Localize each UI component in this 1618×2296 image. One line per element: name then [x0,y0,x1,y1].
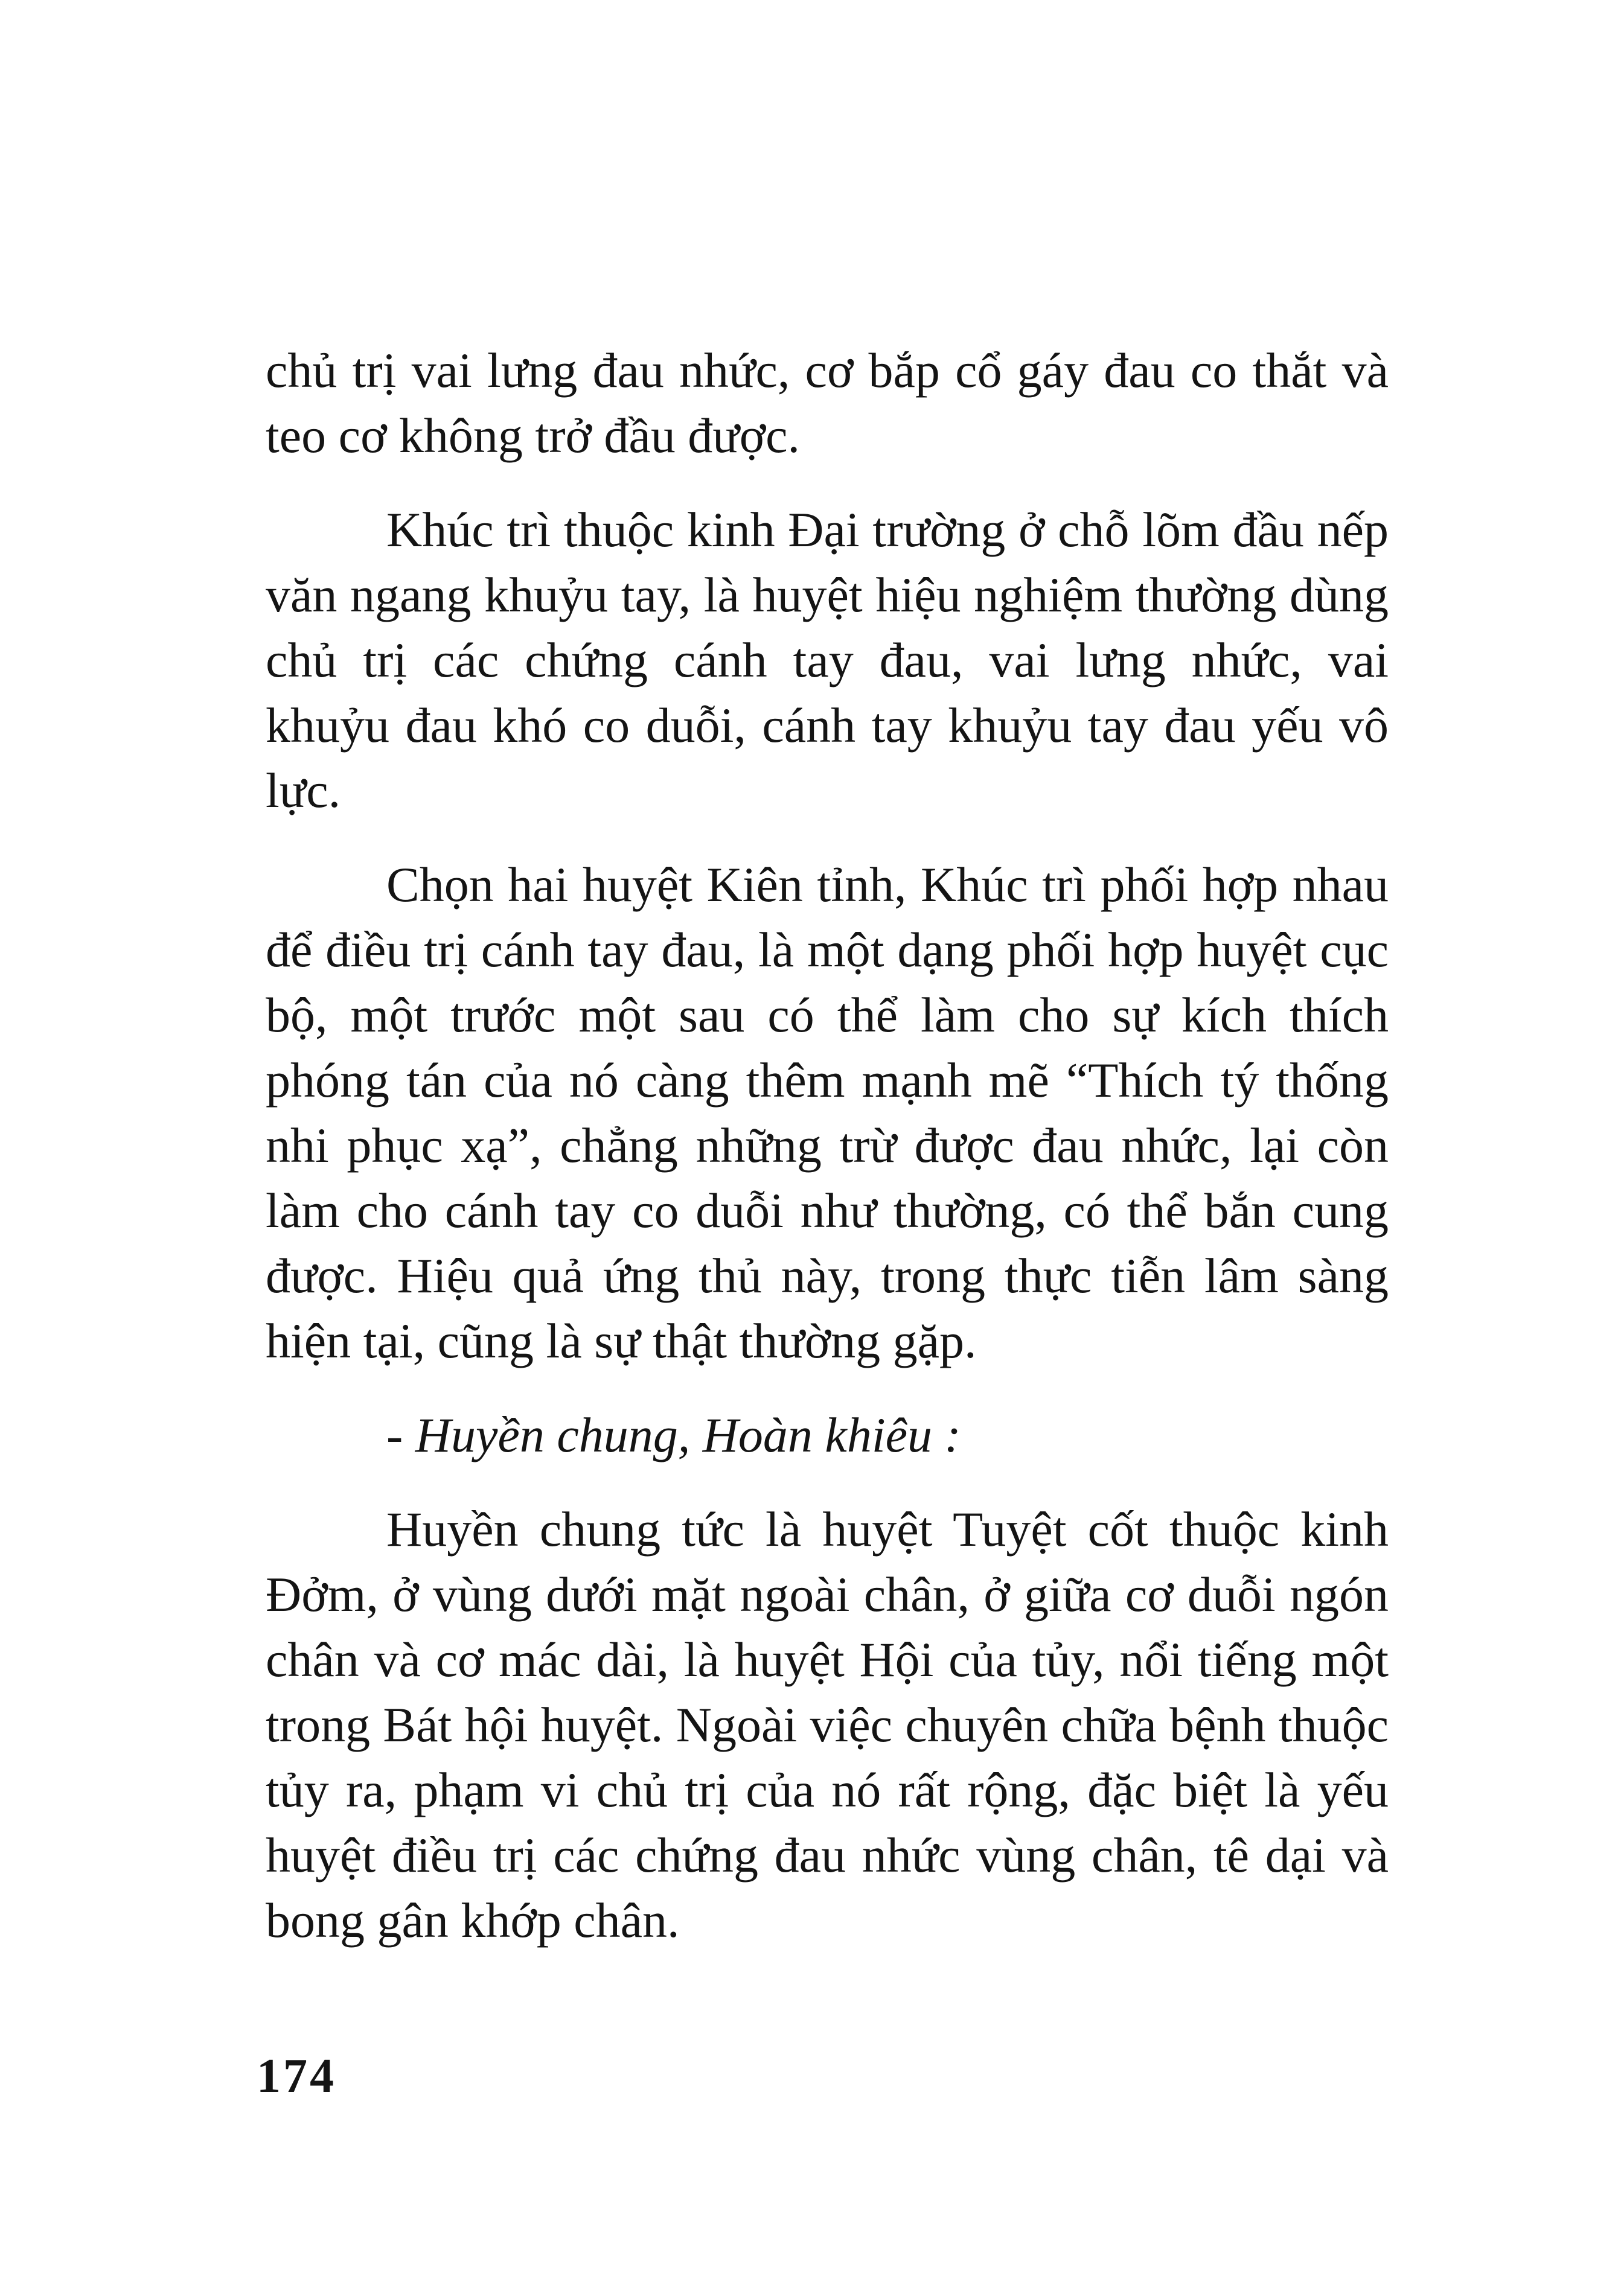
paragraph-continuation: chủ trị vai lưng đau nhức, cơ bắp cổ gáy đau co thắt và teo cơ không trở đầu được. [266,343,1389,463]
paragraph-huyen-chung: Huyền chung tức là huyệt Tuyệt cốt thuộc kinh Đởm, ở vùng dưới mặt ngoài chân, ở giữa cơ duỗi ngón chân và cơ mác dài, là huyệt Hội của tủy, nổi tiếng một trong Bát hội huyệt. Ngoài việc chuyên chữa bệnh thuộc tủy ra, phạm vi chủ trị của nó rất rộng, đặc biệt là yếu huyệt điều trị các chứng đau nhức vùng chân, tê dại và bong gân khớp chân. [266,1502,1389,1948]
paragraph-kien-tinh-khuc-tri: Chọn hai huyệt Kiên tỉnh, Khúc trì phối hợp nhau để điều trị cánh tay đau, là một dạng phối hợp huyệt cục bộ, một trước một sau có thể làm cho sự kích thích phóng tán của nó càng thêm mạnh mẽ “Thích tý thống nhi phục xạ”, chẳng những trừ được đau nhức, lại còn làm cho cánh tay co duỗi như thường, có thể bắn cung được. Hiệu quả ứng thủ này, trong thực tiễn lâm sàng hiện tại, cũng là sự thật thường gặp. [266,857,1389,1368]
paragraph-khuc-tri: Khúc trì thuộc kinh Đại trường ở chỗ lõm đầu nếp văn ngang khuỷu tay, là huyệt hiệu nghiệm thường dùng chủ trị các chứng cánh tay đau, vai lưng nhức, vai khuỷu đau khó co duỗi, cánh tay khuỷu tay đau yếu vô lực. [266,502,1389,818]
page-number: 174 [257,2050,336,2103]
body-text [266,338,1389,1982]
section-heading: - Huyền chung, Hoàn khiêu : [386,1408,961,1462]
